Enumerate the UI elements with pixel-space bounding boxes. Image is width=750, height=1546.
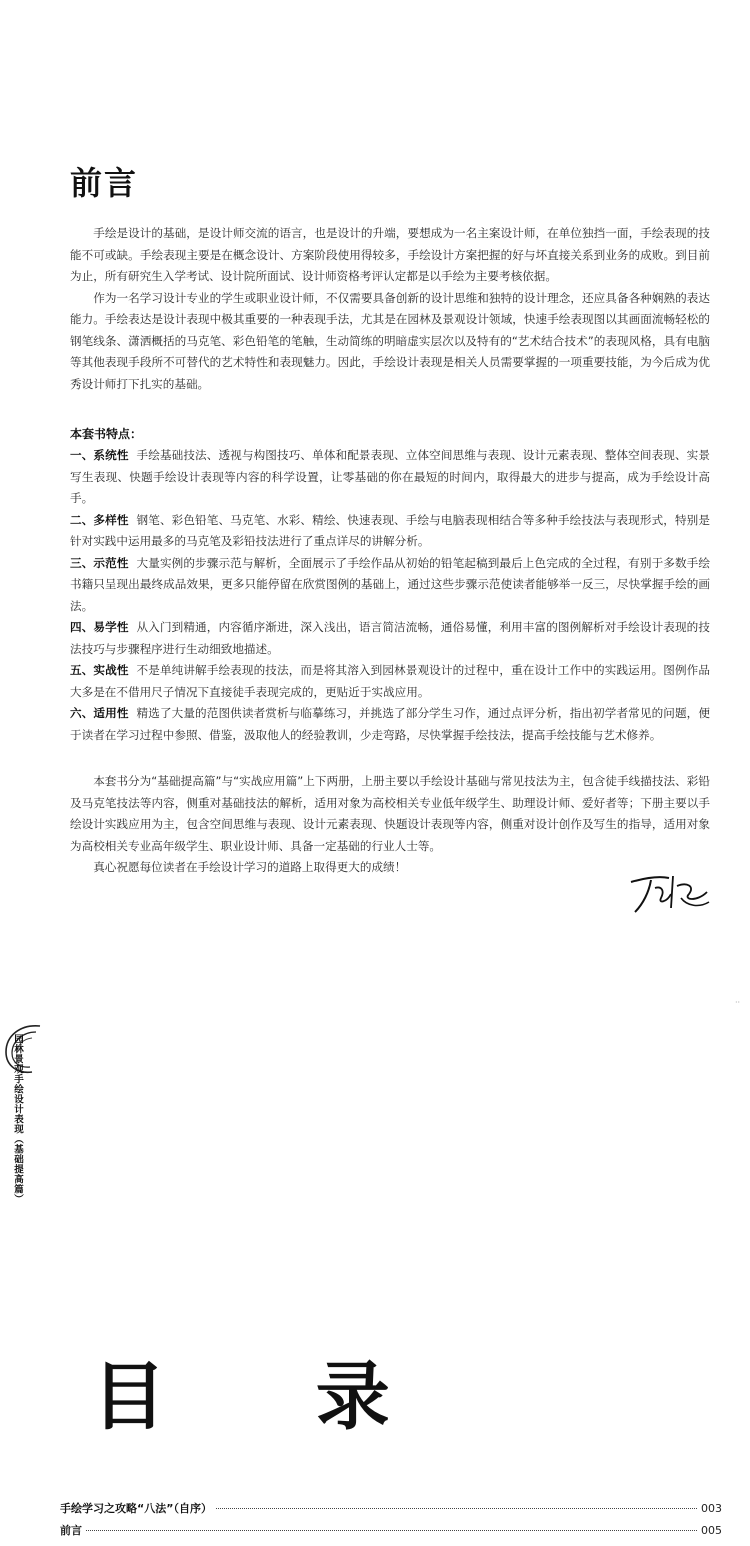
toc-entry-label: 前言: [60, 1524, 82, 1537]
preface-paragraph: 作为一名学习设计专业的学生或职业设计师，不仅需要具备创新的设计思维和独特的设计理念，还应具备各种娴熟的表达能力。手绘表达是设计表现中极其重要的一种表现手法，尤其是在园林及景观设计领域，快速手绘表现图以其画面流畅轻松的钢笔线条、潇洒概括的马克笔、彩色铅笔的笔触，生动简练的明暗虚实层次以及特有的“艺术结合技术”的表现风格，具有电脑等其他表现手段所不可替代的艺术特性和表现魅力。因此，手绘设计表现是相关人员需要掌握的一项重要技能，为今后成为优秀设计师打下扎实的基础。: [70, 290, 710, 391]
feature-item: [70, 617, 710, 660]
feature-item: [70, 553, 710, 618]
preface-paragraph: 真心祝愿每位读者在手绘设计学习的道路上取得更大的成绩！: [93, 860, 407, 874]
feature-text: 大量实例的步骤示范与解析，全面展示了手绘作品从初始的铅笔起稿到最后上色完成的全过程，有别于多数手绘书籍只呈现出最终成品效果，更多只能停留在欣赏图例的基础上，通过这些步骤示范使读者能够举一反三，尽快掌握手绘的画法。: [70, 555, 710, 613]
feature-item: [70, 445, 710, 510]
preface-intro: [70, 223, 710, 395]
feature-item: [70, 703, 710, 746]
features-heading: 本套书特点：: [70, 427, 143, 441]
table-of-contents: [60, 1500, 722, 1544]
scan-speck: ··: [735, 998, 741, 1007]
feature-text: 精选了大量的范图供读者赏析与临摹练习，并挑选了部分学生习作，通过点评分析，指出初学者常见的问题，便于读者在学习过程中参照、借鉴，汲取他人的经验教训，少走弯路，尽快掌握手绘技法，提高手绘技能与艺术修养。: [70, 706, 710, 742]
feature-text: 手绘基础技法、透视与构图技巧、单体和配景表现、立体空间思维与表现、设计元素表现、整体空间表现、实景写生表现、快题手绘设计表现等内容的科学设置，让零基础的你在最短的时间内，取得最大的进步与提高，成为手绘设计高手。: [70, 448, 710, 505]
toc-entry[interactable]: [60, 1522, 722, 1544]
preface-paragraph: 手绘是设计的基础，是设计师交流的语言，也是设计的升端，要想成为一名主案设计师，在单位独挡一面，手绘表现的技能不可或缺。手绘表现主要是在概念设计、方案阶段使用得较多，手绘设计方案把握的好与坏直接关系到业务的成败。到目前为止，所有研究生入学考试、设计院所面试、设计师资格考评认定都是以手绘为主要考核依据。: [70, 226, 710, 283]
book-side-label: 园林景观手绘设计表现（基础提高篇）: [12, 1034, 23, 1204]
feature-item: [70, 660, 710, 703]
preface-paragraph: 本套书分为“基础提高篇”与“实战应用篇”上下两册，上册主要以手绘设计基础与常见技法为主，包含徒手线描技法、彩铅及马克笔技法等内容，侧重对基础技法的解析，适用对象为高校相关专业低年级学生、助理设计师、爱好者等；下册主要以手绘设计实践应用为主，包含空间思维与表现、设计元素表现、快题设计表现等内容，侧重对设计创作及写生的指导，适用对象为高校相关专业高年级学生、职业设计师、具备一定基础的行业人士等。: [70, 774, 710, 853]
toc-leader-dots: [86, 1530, 697, 1531]
feature-text: 从入门到精通，内容循序渐进，深入浅出，语言简洁流畅，通俗易懂，利用丰富的图例解析对手绘设计表现的技法技巧与步骤程序进行生动细致地描述。: [70, 620, 710, 656]
signature-icon: [625, 868, 715, 918]
feature-name: 二、多样性: [70, 512, 129, 527]
feature-name: 四、易学性: [70, 620, 129, 634]
toc-entry-page: 003: [701, 1502, 722, 1515]
feature-text: 钢笔、彩色铅笔、马克笔、水彩、精绘、快速表现、手绘与电脑表现相结合等多种手绘技法与表现形式，特别是针对实践中运用最多的马克笔及彩铅技法进行了重点详尽的讲解分析。: [70, 512, 710, 548]
preface-closing: [70, 771, 710, 879]
toc-entry-label: 手绘学习之攻略“八法”（自序）: [60, 1502, 212, 1515]
feature-name: 一、系统性: [70, 448, 129, 462]
feature-name: 六、适用性: [70, 706, 129, 720]
toc-entry[interactable]: [60, 1500, 722, 1522]
toc-entry-page: 005: [701, 1524, 722, 1537]
features-list: [70, 445, 710, 746]
feature-text: 不是单纯讲解手绘表现的技法，而是将其溶入到园林景观设计的过程中，重在设计工作中的实践运用。图例作品大多是在不借用尺子情况下直接徒手表现完成的，更贴近于实战应用。: [70, 663, 710, 699]
feature-item: [70, 510, 710, 553]
page-title: 前言: [70, 164, 139, 202]
feature-name: 三、示范性: [70, 555, 129, 570]
toc-leader-dots: [216, 1508, 697, 1509]
feature-name: 五、实战性: [70, 663, 129, 677]
toc-title: 目 录: [92, 1354, 452, 1440]
